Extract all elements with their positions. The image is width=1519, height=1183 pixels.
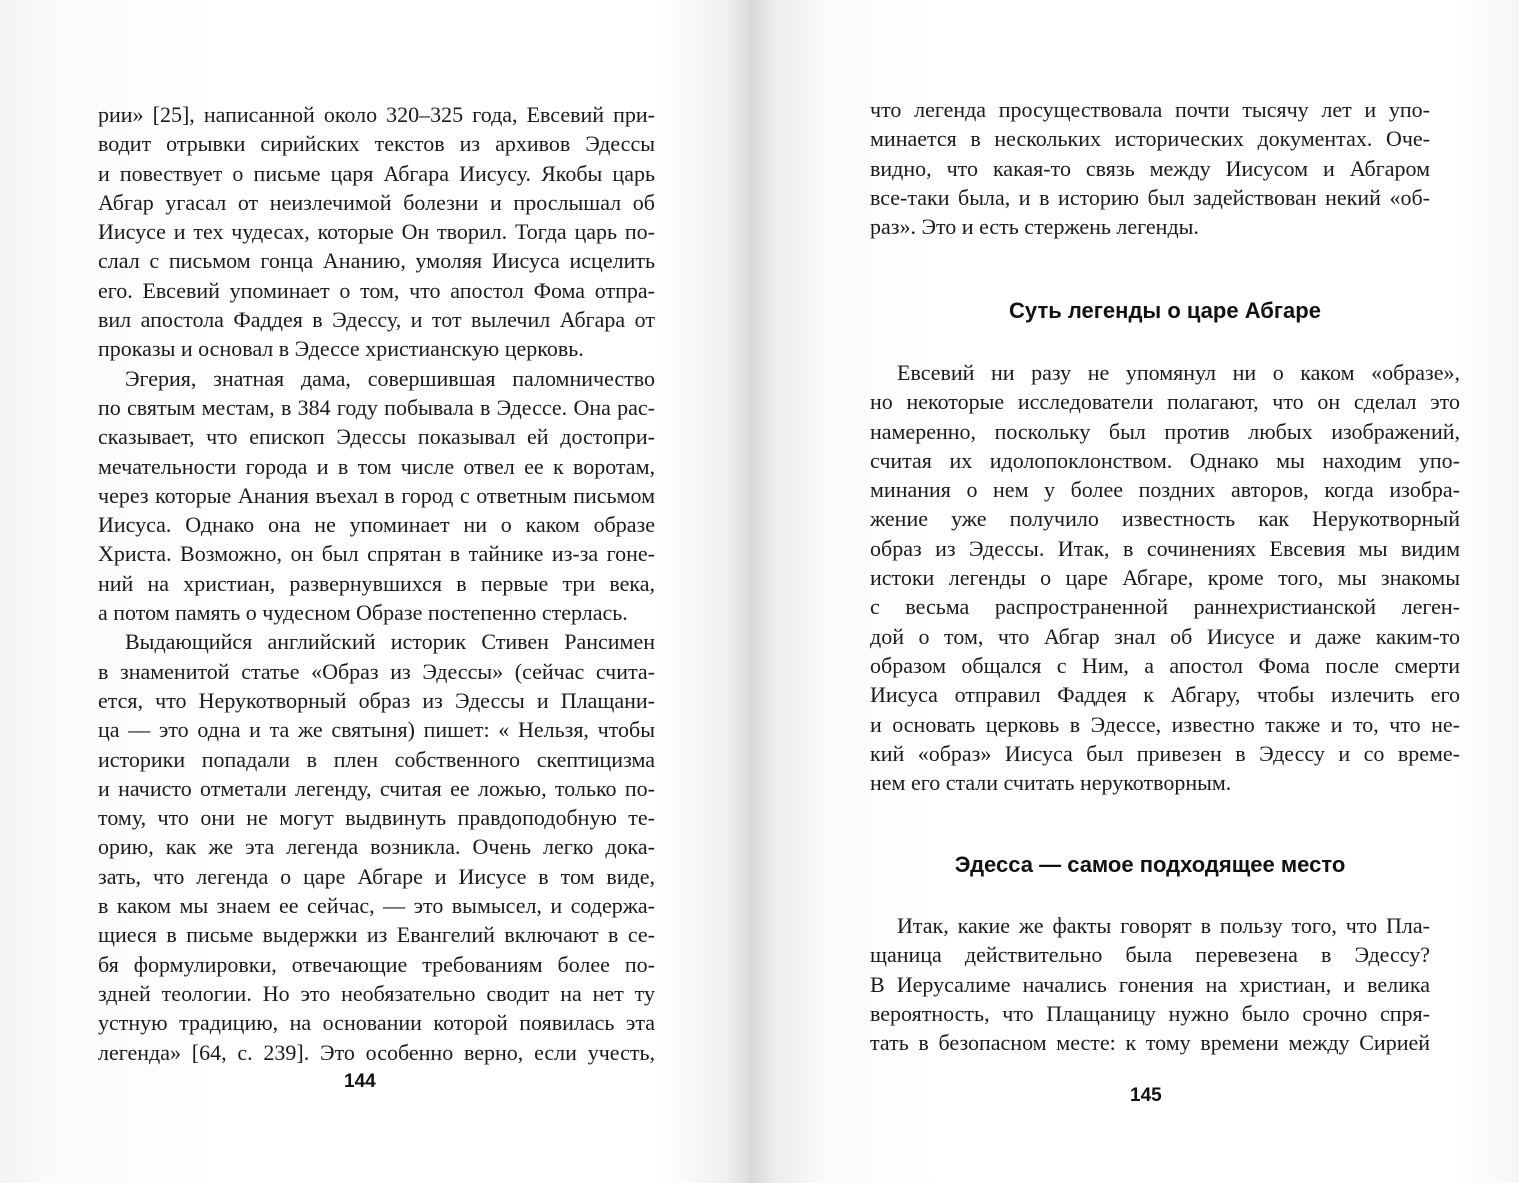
text-line: слал с письмом гонца Ананию, умоляя Иисуса исцелить (98, 248, 655, 274)
text-line: В Иерусалиме начались гонения на христиан, и велика (870, 971, 1430, 997)
text-line: дой о том, что Абгар знал об Иисусе и даже каким-то (870, 623, 1460, 649)
right-page-section2-text (870, 911, 1430, 1057)
text-line: образом общался с Ним, а апостол Фома после смерти (870, 652, 1460, 678)
text-line: и повествует о письме царя Абгара Иисусу. Якобы царь (98, 160, 655, 186)
text-line: по святым местам, в 384 году побывала в Эдессе. Она рас- (98, 394, 655, 420)
text-line: Итак, какие же факты говорят в пользу того, что Пла- (897, 913, 1430, 938)
text-line: Абгар угасал от неизлечимой болезни и прослышал об (98, 189, 655, 215)
text-line: Иисуса. Однако она не упоминает ни о каком образе (98, 512, 655, 538)
text-line: а потом память о чудесном Образе постепенно стерлась. (98, 600, 628, 626)
text-line: и основать церковь в Эдессе, известно также и то, что не- (870, 711, 1460, 737)
text-line: намеренно, поскольку был против любых изображений, (870, 418, 1460, 444)
text-line: ется, что Нерукотворный образ из Эдессы и Плащани- (98, 687, 655, 713)
section-heading: Суть легенды о царе Абгаре (1009, 298, 1321, 323)
text-line: Выдающийся английский историк Стивен Рансимен (125, 629, 655, 655)
text-line: щаница действительно была перевезена в Эдессу? (870, 942, 1430, 968)
text-line: здней теологии. Но это необязательно сводит на нет ту (98, 980, 655, 1006)
text-line: Эгерия, знатная дама, совершившая паломничество (125, 365, 655, 391)
right-page-intro-text (870, 95, 1430, 241)
text-line: жение уже получило известность как Нерукотворный (870, 506, 1460, 532)
text-line: легенда» [64, с. 239]. Это особенно верно, если учесть, (98, 1039, 655, 1065)
right-page-section1-text (870, 358, 1460, 797)
page-right (750, 0, 1519, 1183)
text-line: что легенда просуществовала почти тысячу лет и упо- (870, 97, 1430, 122)
text-line: водит отрывки сирийских текстов из архивов Эдессы (98, 131, 655, 157)
text-line: но некоторые исследователи полагают, что он сделал это (870, 389, 1460, 415)
text-line: вил апостола Фаддея в Эдессу, и тот вылечил Абгара от (98, 307, 655, 333)
text-line: проказы и основал в Эдессе христианскую церковь. (98, 336, 584, 362)
text-line: в знаменитой статье «Образ из Эдессы» (сейчас счита- (98, 658, 655, 684)
page-left (0, 0, 750, 1183)
text-line: устную традицию, на основании которой появилась эта (98, 1010, 655, 1036)
text-line: и начисто отметали легенду, считая ее ложью, только по- (98, 775, 655, 801)
text-line: мечательности города и в том числе отвел ее к воротам, (98, 453, 655, 479)
text-line: Евсевий ни разу не упомянул ни о каком «образе», (897, 360, 1460, 385)
page-number: 144 (344, 1071, 376, 1092)
text-line: вероятность, что Плащаницу нужно было срочно спря- (870, 1000, 1430, 1026)
text-line: ца — это одна и та же святыня) пишет: « Нельзя, чтобы (98, 717, 655, 743)
text-line: образ из Эдессы. Итак, в сочинениях Евсевия мы видим (870, 535, 1460, 561)
text-line: нем его стали считать нерукотворным. (870, 770, 1232, 796)
text-line: Иисусе и тех чудесах, которые Он творил. Тогда царь по- (98, 219, 655, 245)
text-line: щиеся в письме выдержки из Евангелий включают в се- (98, 922, 655, 948)
text-line: кий «образ» Иисуса был привезен в Эдессу и со време- (870, 740, 1460, 766)
text-line: истоки легенды о царе Абгаре, кроме того, мы знакомы (870, 565, 1460, 591)
text-line: в каком мы знаем ее сейчас, — это вымысел, и содержа- (98, 893, 655, 919)
text-line: зать, что легенда о царе Абгаре и Иисусе в том виде, (98, 863, 655, 889)
text-line: тать в безопасном месте: к тому времени между Сирией (870, 1030, 1430, 1056)
text-line: минается в нескольких исторических документах. Оче- (870, 126, 1430, 152)
text-line: раз». Это и есть стержень легенды. (870, 214, 1199, 240)
text-line: рии» [25], написанной около 320–325 года, Евсевий при- (98, 102, 655, 127)
text-line: минания о нем у более поздних авторов, когда изобра- (870, 477, 1460, 503)
text-line: бя формулировки, отвечающие требованиям более по- (98, 951, 655, 977)
page-number: 145 (1130, 1085, 1162, 1106)
text-line: ний на христиан, развернувшихся в первые три века, (98, 570, 655, 596)
text-line: историки попадали в плен собственного скептицизма (98, 746, 655, 772)
text-line: через которые Анания въехал в город с ответным письмом (98, 482, 655, 508)
text-line: его. Евсевий упоминает о том, что апостол Фома отпра- (98, 277, 655, 303)
text-line: считая их идолопоклонством. Однако мы находим упо- (870, 447, 1460, 473)
text-line: Христа. Возможно, он был спрятан в тайнике из-за гоне- (98, 541, 655, 567)
text-line: сказывает, что епископ Эдессы показывал ей достопри- (98, 424, 655, 450)
text-line: орию, как же эта легенда возникла. Очень легко дока- (98, 834, 655, 860)
text-line: с весьма распространенной раннехристианской леген- (870, 594, 1460, 620)
text-line: видно, что какая-то связь между Иисусом и Абгаром (870, 155, 1430, 181)
text-line: Иисуса отправил Фаддея к Абгару, чтобы излечить его (870, 682, 1460, 708)
text-line: все-таки была, и в историю был задействован некий «об- (870, 184, 1430, 210)
section-heading: Эдесса — самое подходящее место (954, 852, 1346, 877)
left-page-text (98, 100, 655, 1067)
text-line: тому, что они не могут выдвинуть правдоподобную те- (98, 805, 655, 831)
